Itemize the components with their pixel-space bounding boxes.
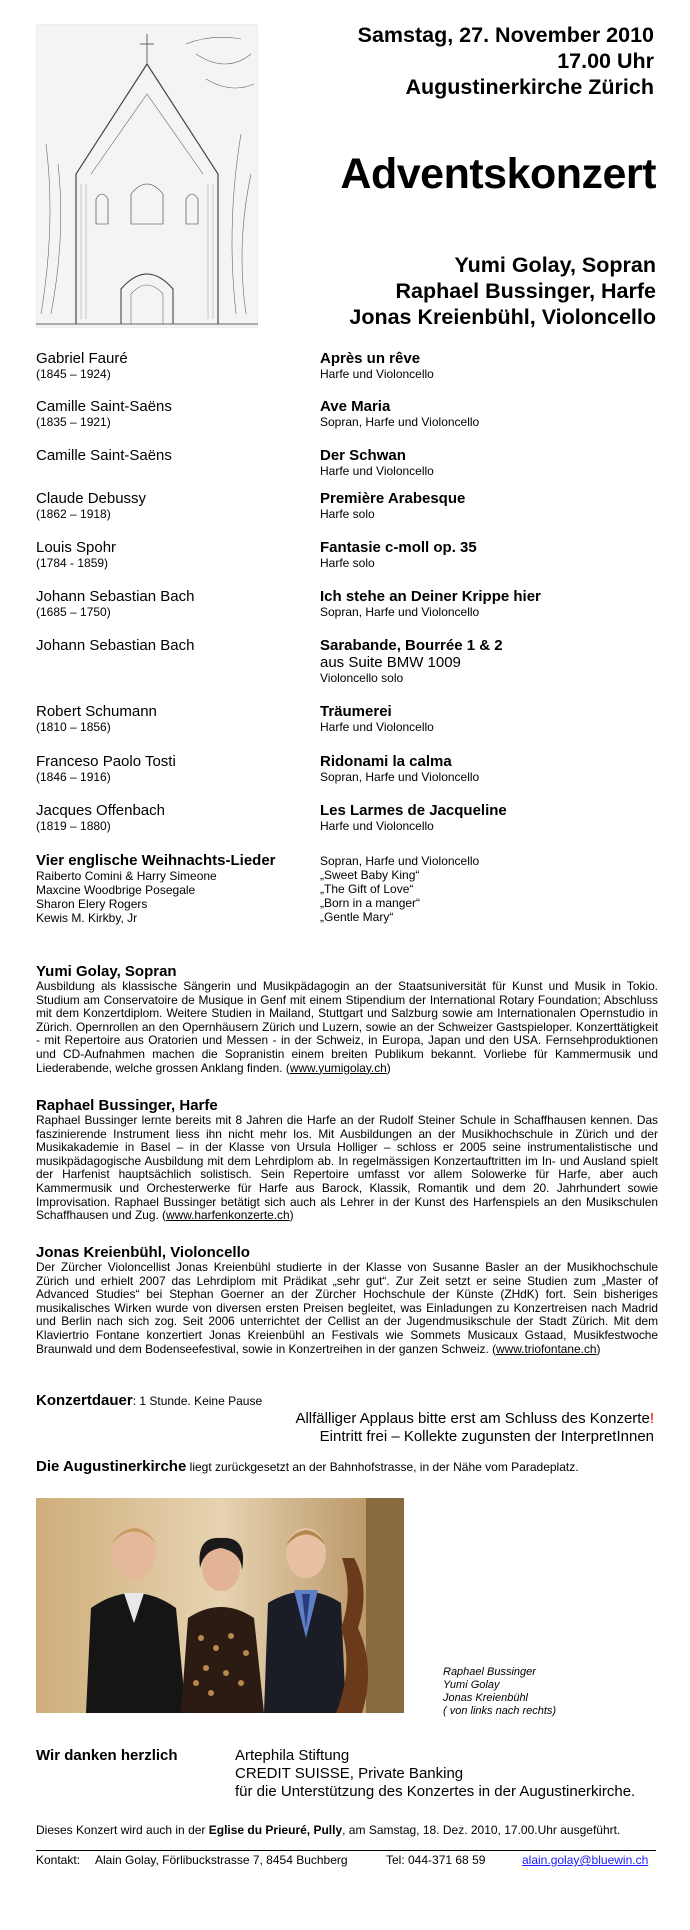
footer-divider — [36, 1850, 656, 1851]
program-composer: Louis Spohr (1784 - 1859) — [36, 539, 117, 570]
contact-address: Alain Golay, Förlibuckstrasse 7, 8454 Buchberg — [95, 1853, 348, 1867]
performer: Jonas Kreienbühl, Violoncello — [349, 305, 656, 329]
thanks-label: Wir danken herzlich — [36, 1747, 178, 1764]
contact-phone: Tel: 044-371 68 59 — [386, 1853, 486, 1867]
bio-link[interactable]: www.harfenkonzerte.ch — [166, 1208, 290, 1223]
program-composer: Jacques Offenbach (1819 – 1880) — [36, 802, 165, 833]
program-composer: Camille Saint-Saëns — [36, 447, 172, 464]
repeat-concert-note: Dieses Konzert wird auch in der Eglise du Prieuré, Pully, am Samstag, 18. Dez. 2010, 17.00.Uhr ausgeführt. — [36, 1823, 621, 1837]
program-piece: Les Larmes de Jacqueline Harfe und Violoncello — [320, 802, 507, 833]
concert-duration: Konzertdauer: 1 Stunde. Keine Pause — [36, 1392, 263, 1409]
bio-link[interactable]: www.triofontane.ch — [496, 1341, 597, 1356]
photo-caption: Raphael Bussinger Yumi Golay Jonas Kreienbühl ( von links nach rechts) — [443, 1666, 557, 1717]
applause-note: Allfälliger Applaus bitte erst am Schluss des Konzerte! Eintritt frei – Kollekte zugunsten der InterpretInnen — [295, 1410, 654, 1445]
page-title: Adventskonzert — [340, 150, 656, 198]
program-piece: Sarabande, Bourrée 1 & 2 aus Suite BMW 1009 Violoncello solo — [320, 637, 503, 685]
program-composer: Johann Sebastian Bach (1685 – 1750) — [36, 588, 195, 619]
performer: Raphael Bussinger, Harfe — [395, 279, 656, 303]
program-composer: Franceso Paolo Tosti (1846 – 1916) — [36, 753, 176, 784]
program-piece: Ridonami la calma Sopran, Harfe und Violoncello — [320, 753, 480, 784]
bio-link[interactable]: www.yumigolay.ch — [289, 1060, 387, 1075]
church-drawing — [36, 24, 258, 328]
program-composer: Camille Saint-Saëns (1835 – 1921) — [36, 398, 172, 429]
program-piece: Fantasie c-moll op. 35 Harfe solo — [320, 539, 477, 570]
performer: Yumi Golay, Sopran — [454, 253, 656, 277]
church-location: Die Augustinerkirche liegt zurückgesetzt an der Bahnhofstrasse, in der Nähe vom Paradeplatz. — [36, 1458, 579, 1475]
program-composer: Gabriel Fauré (1845 – 1924) — [36, 350, 128, 381]
concert-time: 17.00 Uhr — [557, 49, 654, 73]
program-piece: Ich stehe an Deiner Krippe hier Sopran, Harfe und Violoncello — [320, 588, 541, 619]
program-composer: Robert Schumann (1810 – 1856) — [36, 703, 157, 734]
program-piece: Après un rêve Harfe und Violoncello — [320, 350, 434, 381]
bio-yumi-golay: Yumi Golay, Sopran Ausbildung als klassische Sängerin und Musikpädagogin an der Staatsuniversität für Kunst und Musik in Tokio. Studium am Conservatoire de Musique in Genf mit einem Stipendium der International Rotary Foundation; Abschluss mit dem Konzertdiplom. Weitere Studien in Mailand, Stuttgart und Salzburg sowie am Internationalen Opernstudio in Zürich. Opernrollen an den Opernhäusern Zürich und Luzern, sowie an der Schweizer Gastspieloper. Konzerttätigkeit - mit Repertoire aus Oratorien und Messen - in der Schweiz, in Europa, Japan und den USA. Fernsehproduktionen und CD-Aufnahmen machen die Sopranistin einem breiten Publikum bekannt. Vorliebe für Kammermusik und Liederabende, welche grossen Anklang finden. (www.yumigolay.ch) — [36, 963, 658, 1075]
performers-list — [349, 252, 656, 330]
thanks-list: Artephila Stiftung CREDIT SUISSE, Private Banking für die Unterstützung des Konzertes in der Augustinerkirche. — [235, 1747, 636, 1800]
program-composer: Johann Sebastian Bach — [36, 637, 195, 654]
bio-jonas-kreienbuehl: Jonas Kreienbühl, Violoncello Der Zürcher Violoncellist Jonas Kreienbühl studierte in der Klasse von Susanne Basler an der Musikhochschule Zürich und erhielt 2007 das Lehrdiplom mit Prädikat „sehr gut“. Zur Zeit setzt er seine Studien zum „Master of Advanced Studies“ bei Stephan Goerner an der Zürcher Hochschule der Künste (ZHdK) fort. Sein bisheriges musikalisches Wirken wurde von diversen ersten Preisen begleitet, was Einladungen zu Konzertreisen nach Madrid und Berlin nach sich zog. Seit 2006 unterrichtet der Cellist an der Jugendmusikschule der Stadt Zürich. Mit dem Klaviertrio Fontane konzertiert Jonas Kreienbühl an Festivals wie Sommets Musicaux Gstaad, Musikfestwoche Braunwald und dem Bodenseefestival, sowie in Konzertreihen in der ganzen Schweiz. (www.triofontane.ch) — [36, 1244, 658, 1356]
concert-venue: Augustinerkirche Zürich — [405, 75, 654, 99]
performers-photo — [36, 1498, 404, 1713]
contact-label: Kontakt: — [36, 1853, 81, 1867]
bio-raphael-bussinger: Raphael Bussinger, Harfe Raphael Bussinger lernte bereits mit 8 Jahren die Harfe an der Rudolf Steiner Schule in Schaffhausen kennen. Das faszinierende Instrument liess ihn nicht mehr los. Mit Ausbildungen an der Musikhochschule in Zürich und der Musikakademie in Basel – in der Klasse von Ursula Holliger – schloss er 2005 seine instrumentalistische und musikpädagogische Ausbildung mit dem Lehrdiplom ab. In regelmässigen Konzertauftritten im In- und Ausland spielt der Harfenist hauptsächlich solistisch. Sein Repertoire umfasst vor allem Solowerke für Harfe, aber auch Kammermusik und Orchesterwerke für Harfe aus Barock, Klassik, Romantik und dem 20. Jahrhundert sowie Improvisation. Raphael Bussinger betätigt sich auch als Lehrer in der Kunst des Harfenspiels an den Musikschulen Schaffhausen und Zug. (www.harfenkonzerte.ch) — [36, 1097, 658, 1223]
concert-date: Samstag, 27. November 2010 — [357, 23, 654, 47]
program-piece: Der Schwan Harfe und Violoncello — [320, 447, 434, 478]
carols-songs: Sopran, Harfe und Violoncello „Sweet Baby King“ „The Gift of Love“ „Born in a manger“ „Gentle Mary“ — [320, 854, 480, 924]
program-piece: Première Arabesque Harfe solo — [320, 490, 466, 521]
program-piece: Ave Maria Sopran, Harfe und Violoncello — [320, 398, 480, 429]
carols-composers: Vier englische Weihnachts-Lieder Raiberto Comini & Harry Simeone Maxcine Woodbrige Posegale Sharon Elery Rogers Kewis M. Kirkby, Jr — [36, 852, 276, 925]
program-composer: Claude Debussy (1862 – 1918) — [36, 490, 147, 521]
program-piece: Träumerei Harfe und Violoncello — [320, 703, 434, 734]
contact-email-link[interactable]: alain.golay@bluewin.ch — [522, 1853, 649, 1867]
